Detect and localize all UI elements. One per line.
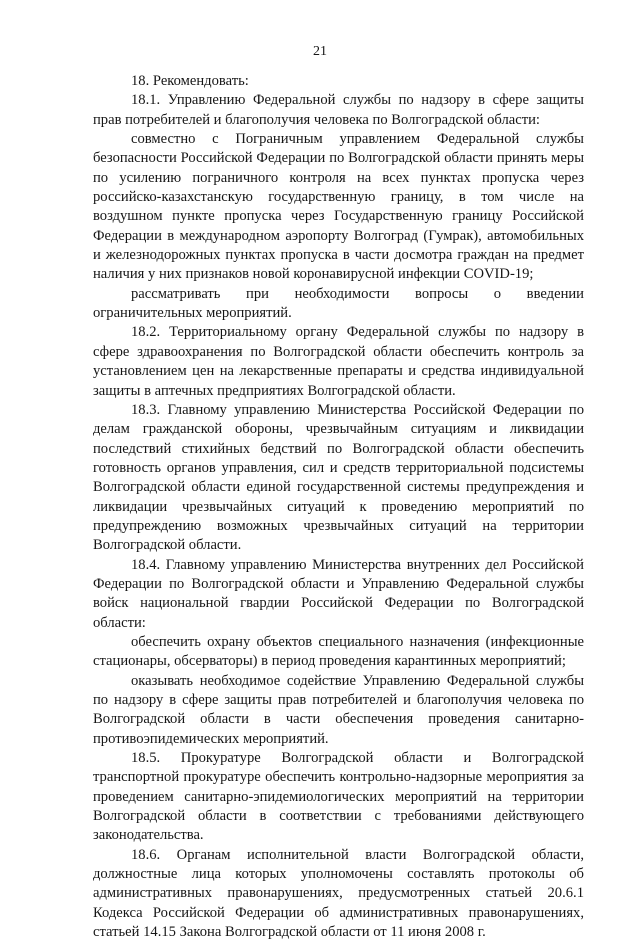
paragraph-18-3: 18.3. Главному управлению Министерства Российской Федерации по делам гражданской обороны, чрезвычайным ситуациям и ликвидации последствий стихийных бедствий по Волгоградской области обеспечить готовность органов управления, сил и средств территориальной подсистемы Волгоградской области единой государственной системы предупреждения и ликвидации чрезвычайных ситуаций к проведению мероприятий по предупреждению возможных чрезвычайных ситуаций на территории Волгоградской области. — [93, 401, 584, 554]
paragraph-18-5: 18.5. Прокуратуре Волгоградской области и Волгоградской транспортной прокуратуре обеспечить контрольно-надзорные мероприятия за проведением санитарно-эпидемиологических мероприятий на территории Волгоградской области в соответствии с требованиями действующего законодательства. — [93, 750, 584, 844]
paragraph-18-2: 18.2. Территориальному органу Федеральной службы по надзору в сфере здравоохранения по Волгоградской области обеспечить контроль за установлением цен на лекарственные препараты и средства индивидуальной защиты в аптечных предприятиях Волгоградской области. — [93, 324, 584, 399]
document-body — [93, 72, 584, 942]
paragraph-18-4-assist: оказывать необходимое содействие Управлению Федеральной службы по надзору в сфере защиты прав потребителей и благополучия человека по Волгоградской области в части обеспечения проведения санитарно-противоэпидемических мероприятий. — [93, 672, 584, 747]
paragraph-18-4: 18.4. Главному управлению Министерства внутренних дел Российской Федерации по Волгоградской области и Управлению Федеральной службы войск национальной гвардии Российской Федерации по Волгоградской области: — [93, 556, 584, 631]
paragraph-18-4-guard: обеспечить охрану объектов специального назначения (инфекционные стационары, обсерваторы) в период проведения карантинных мероприятий; — [93, 633, 584, 670]
paragraph-18: 18. Рекомендовать: — [131, 73, 249, 89]
paragraph-18-1: 18.1. Управлению Федеральной службы по надзору в сфере защиты прав потребителей и благополучия человека по Волгоградской области: — [93, 92, 584, 128]
page-number: 21 — [313, 44, 327, 59]
paragraph-18-1-border-control: совместно с Пограничным управлением Федеральной службы безопасности Российской Федерации по Волгоградской области принять меры по усилению пограничного контроля на всех пунктах пропуска через российско-казахстанскую государственную границу, в том числе на воздушном пункте пропуска через Государственную границу Российской Федерации в международном аэропорту Волгоград (Гумрак), автомобильных и железнодорожных пунктах пропуска в части досмотра граждан на предмет наличия у них признаков новой коронавирусной инфекции COVID-19; — [93, 131, 584, 283]
paragraph-18-1-restrictions: рассматривать при необходимости вопросы о введении ограничительных мероприятий. — [93, 285, 584, 322]
paragraph-18-6: 18.6. Органам исполнительной власти Волгоградской области, должностные лица которых уполномочены составлять протоколы об административных правонарушениях, предусмотренных статьей 20.6.1 Кодекса Российской Федерации об административных правонарушениях, статьей 14.15 Закона Волгоградской области от 11 июня 2008 г. — [93, 846, 584, 941]
